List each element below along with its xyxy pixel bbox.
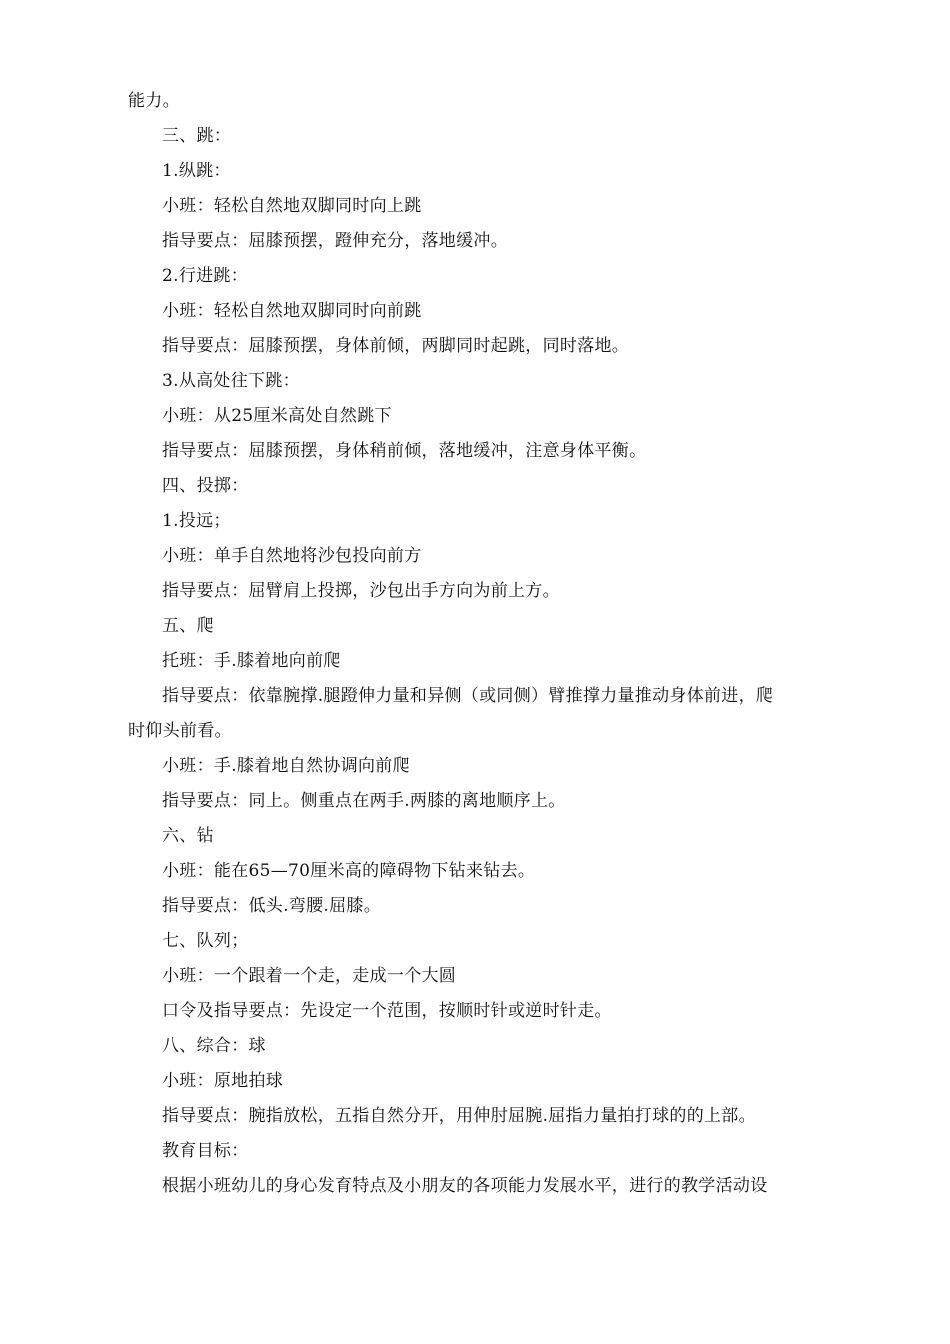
text-line: 小班：能在65—70厘米高的障碍物下钻来钻去。 [162, 861, 536, 881]
document-body [128, 84, 844, 1204]
text-line: 指导要点：屈膝预摆，身体稍前倾，落地缓冲，注意身体平衡。 [162, 441, 647, 461]
section-heading-ball: 八、综合：球 [162, 1036, 266, 1056]
section-heading-throw: 四、投掷： [162, 476, 249, 496]
section-heading-education-goals: 教育目标： [162, 1141, 249, 1161]
subheading-vertical-jump: 1.纵跳： [162, 161, 231, 181]
section-heading-crawl: 五、爬 [162, 616, 214, 636]
text-line: 小班：轻松自然地双脚同时向前跳 [162, 301, 422, 321]
subheading-jump-down: 3.从高处往下跳： [162, 371, 300, 391]
text-line: 小班：手.膝着地自然协调向前爬 [162, 756, 410, 776]
text-line: 口令及指导要点：先设定一个范围，按顺时针或逆时针走。 [162, 1001, 612, 1021]
text-line: 指导要点：屈膝预摆，身体前倾，两脚同时起跳，同时落地。 [162, 336, 630, 356]
section-heading-drill: 六、钻 [162, 826, 214, 846]
text-line: 指导要点：依靠腕撑.腿蹬伸力量和异侧（或同侧）臂推撑力量推动身体前进，爬 [162, 686, 774, 706]
text-line: 指导要点：屈臂肩上投掷，沙包出手方向为前上方。 [162, 581, 560, 601]
text-line: 托班：手.膝着地向前爬 [162, 651, 341, 671]
text-line: 小班：轻松自然地双脚同时向上跳 [162, 196, 422, 216]
section-heading-jump: 三、跳： [162, 126, 232, 146]
text-line: 根据小班幼儿的身心发育特点及小朋友的各项能力发展水平，进行的教学活动设 [162, 1176, 768, 1196]
text-line: 小班：一个跟着一个走，走成一个大圆 [162, 966, 457, 986]
text-line: 时仰头前看。 [128, 721, 232, 741]
text-line: 指导要点：腕指放松，五指自然分开，用伸肘屈腕.屈指力量拍打球的的上部。 [162, 1106, 756, 1126]
text-line: 能力。 [128, 91, 180, 111]
text-line: 指导要点：屈膝预摆，蹬伸充分，落地缓冲。 [162, 231, 508, 251]
subheading-moving-jump: 2.行进跳： [162, 266, 249, 286]
text-line: 小班：单手自然地将沙包投向前方 [162, 546, 422, 566]
text-line: 指导要点：低头.弯腰.屈膝。 [162, 896, 382, 916]
text-line: 小班：从25厘米高处自然跳下 [162, 406, 392, 426]
subheading-throw-far: 1.投远； [162, 511, 231, 531]
section-heading-formation: 七、队列； [162, 931, 249, 951]
text-line: 小班：原地拍球 [162, 1071, 284, 1091]
text-line: 指导要点：同上。侧重点在两手.两膝的离地顺序上。 [162, 791, 566, 811]
